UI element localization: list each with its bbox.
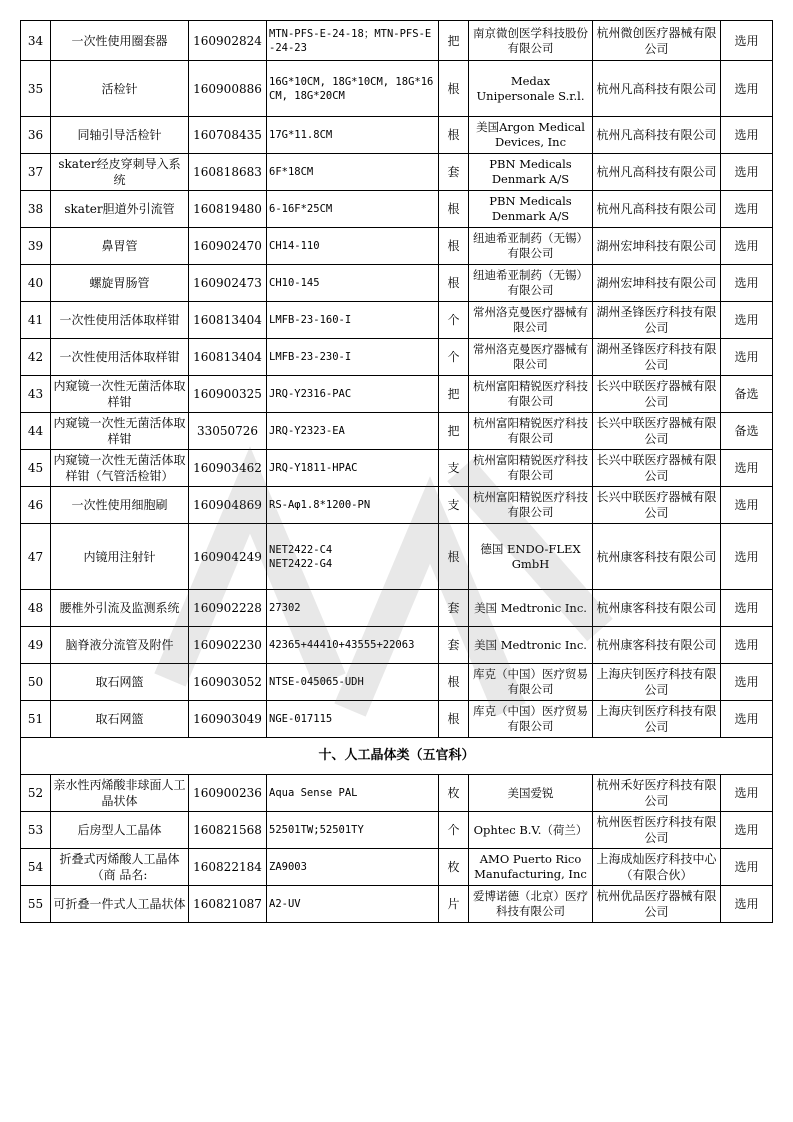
row-number: 35	[21, 61, 51, 117]
item-name: skater胆道外引流管	[51, 191, 189, 228]
row-number: 46	[21, 487, 51, 524]
item-name: 内窥镜一次性无菌活体取样钳（气管活检钳）	[51, 450, 189, 487]
table-row	[21, 265, 773, 302]
table-row	[21, 413, 773, 450]
item-distributor: 湖州圣锋医疗科技有限公司	[593, 302, 721, 339]
item-distributor: 长兴中联医疗器械有限公司	[593, 487, 721, 524]
item-spec: RS-Aφ1.8*1200-PN	[267, 487, 439, 524]
section-title: 十、人工晶体类（五官科）	[21, 738, 773, 775]
item-spec: MTN-PFS-E-24-18；MTN-PFS-E-24-23	[267, 21, 439, 61]
item-name: 后房型人工晶体	[51, 812, 189, 849]
item-manufacturer: AMO Puerto Rico Manufacturing, Inc	[469, 849, 593, 886]
item-distributor: 长兴中联医疗器械有限公司	[593, 376, 721, 413]
item-unit: 根	[439, 228, 469, 265]
item-distributor: 湖州圣锋医疗科技有限公司	[593, 339, 721, 376]
item-manufacturer: 爱博诺德（北京）医疗科技有限公司	[469, 886, 593, 923]
item-selection: 选用	[721, 302, 773, 339]
item-unit: 套	[439, 154, 469, 191]
item-name: 一次性使用圈套器	[51, 21, 189, 61]
item-code: 160900236	[189, 775, 267, 812]
item-spec: NET2422-C4 NET2422-G4	[267, 524, 439, 590]
item-unit: 个	[439, 302, 469, 339]
item-selection: 选用	[721, 61, 773, 117]
row-number: 51	[21, 701, 51, 738]
row-number: 48	[21, 590, 51, 627]
row-number: 55	[21, 886, 51, 923]
item-selection: 选用	[721, 191, 773, 228]
item-manufacturer: 美国 Medtronic Inc.	[469, 627, 593, 664]
item-distributor: 杭州禾好医疗科技有限公司	[593, 775, 721, 812]
item-name: 内镜用注射针	[51, 524, 189, 590]
item-manufacturer: 南京微创医学科技股份有限公司	[469, 21, 593, 61]
item-distributor: 杭州凡高科技有限公司	[593, 154, 721, 191]
item-name: 亲水性丙烯酸非球面人工晶状体	[51, 775, 189, 812]
item-spec: JRQ-Y1811-HPAC	[267, 450, 439, 487]
item-spec: 42365+44410+43555+22063	[267, 627, 439, 664]
table-row	[21, 590, 773, 627]
item-spec: 6-16F*25CM	[267, 191, 439, 228]
item-code: 160819480	[189, 191, 267, 228]
item-spec: NTSE-045065-UDH	[267, 664, 439, 701]
table-row	[21, 524, 773, 590]
item-manufacturer: 常州洛克曼医疗器械有限公司	[469, 302, 593, 339]
row-number: 47	[21, 524, 51, 590]
item-name: 活检针	[51, 61, 189, 117]
item-selection: 选用	[721, 524, 773, 590]
item-selection: 选用	[721, 117, 773, 154]
item-name: skater经皮穿刺导入系统	[51, 154, 189, 191]
item-selection: 选用	[721, 450, 773, 487]
item-unit: 根	[439, 61, 469, 117]
table-row	[21, 376, 773, 413]
item-distributor: 杭州凡高科技有限公司	[593, 117, 721, 154]
item-distributor: 杭州康客科技有限公司	[593, 590, 721, 627]
item-selection: 选用	[721, 664, 773, 701]
item-name: 可折叠一件式人工晶状体	[51, 886, 189, 923]
item-distributor: 杭州康客科技有限公司	[593, 627, 721, 664]
item-manufacturer: PBN Medicals Denmark A/S	[469, 191, 593, 228]
item-distributor: 长兴中联医疗器械有限公司	[593, 413, 721, 450]
item-code: 160902470	[189, 228, 267, 265]
item-distributor: 上海成灿医疗科技中心（有限合伙）	[593, 849, 721, 886]
item-manufacturer: 美国爱锐	[469, 775, 593, 812]
item-distributor: 湖州宏坤科技有限公司	[593, 228, 721, 265]
item-manufacturer: 美国Argon Medical Devices, Inc	[469, 117, 593, 154]
table-row	[21, 117, 773, 154]
item-manufacturer: 常州洛克曼医疗器械有限公司	[469, 339, 593, 376]
item-spec: LMFB-23-230-I	[267, 339, 439, 376]
item-unit: 套	[439, 627, 469, 664]
item-selection: 选用	[721, 627, 773, 664]
table-row	[21, 812, 773, 849]
table-row	[21, 450, 773, 487]
item-name: 腰椎外引流及监测系统	[51, 590, 189, 627]
item-code: 160903049	[189, 701, 267, 738]
item-code: 160900325	[189, 376, 267, 413]
item-distributor: 上海庆钊医疗科技有限公司	[593, 664, 721, 701]
item-manufacturer: 杭州富阳精锐医疗科技有限公司	[469, 487, 593, 524]
item-code: 160902473	[189, 265, 267, 302]
table-row	[21, 775, 773, 812]
item-name: 脑脊液分流管及附件	[51, 627, 189, 664]
item-spec: JRQ-Y2316-PAC	[267, 376, 439, 413]
row-number: 34	[21, 21, 51, 61]
item-code: 160904869	[189, 487, 267, 524]
item-manufacturer: 库克（中国）医疗贸易有限公司	[469, 664, 593, 701]
table-row	[21, 302, 773, 339]
item-unit: 枚	[439, 775, 469, 812]
item-code: 33050726	[189, 413, 267, 450]
item-distributor: 长兴中联医疗器械有限公司	[593, 450, 721, 487]
row-number: 45	[21, 450, 51, 487]
item-code: 160708435	[189, 117, 267, 154]
item-selection: 选用	[721, 812, 773, 849]
row-number: 40	[21, 265, 51, 302]
item-selection: 选用	[721, 487, 773, 524]
item-spec: ZA9003	[267, 849, 439, 886]
table-row	[21, 487, 773, 524]
table-row	[21, 228, 773, 265]
item-unit: 枚	[439, 849, 469, 886]
item-spec: Aqua Sense PAL	[267, 775, 439, 812]
item-name: 螺旋胃肠管	[51, 265, 189, 302]
row-number: 53	[21, 812, 51, 849]
item-distributor: 湖州宏坤科技有限公司	[593, 265, 721, 302]
item-unit: 支	[439, 450, 469, 487]
item-code: 160902228	[189, 590, 267, 627]
item-unit: 把	[439, 21, 469, 61]
item-unit: 套	[439, 590, 469, 627]
item-distributor: 上海庆钊医疗科技有限公司	[593, 701, 721, 738]
row-number: 38	[21, 191, 51, 228]
table-row	[21, 61, 773, 117]
row-number: 37	[21, 154, 51, 191]
item-selection: 选用	[721, 775, 773, 812]
item-manufacturer: 纽迪希亚制药（无锡）有限公司	[469, 265, 593, 302]
table-row	[21, 339, 773, 376]
item-unit: 根	[439, 664, 469, 701]
row-number: 42	[21, 339, 51, 376]
consumables-table	[20, 20, 773, 923]
item-unit: 把	[439, 376, 469, 413]
row-number: 44	[21, 413, 51, 450]
item-name: 鼻胃管	[51, 228, 189, 265]
row-number: 36	[21, 117, 51, 154]
item-unit: 根	[439, 117, 469, 154]
item-unit: 个	[439, 339, 469, 376]
item-code: 160821568	[189, 812, 267, 849]
item-code: 160904249	[189, 524, 267, 590]
item-spec: 6F*18CM	[267, 154, 439, 191]
item-manufacturer: 杭州富阳精锐医疗科技有限公司	[469, 376, 593, 413]
row-number: 54	[21, 849, 51, 886]
item-name: 取石网篮	[51, 664, 189, 701]
item-selection: 选用	[721, 849, 773, 886]
item-distributor: 杭州凡高科技有限公司	[593, 61, 721, 117]
item-name: 内窥镜一次性无菌活体取样钳	[51, 376, 189, 413]
item-name: 一次性使用活体取样钳	[51, 302, 189, 339]
item-spec: 16G*10CM, 18G*10CM, 18G*16CM, 18G*20CM	[267, 61, 439, 117]
item-spec: 17G*11.8CM	[267, 117, 439, 154]
table-body-bottom	[21, 775, 773, 923]
item-spec: NGE-017115	[267, 701, 439, 738]
item-manufacturer: Medax Unipersonale S.r.l.	[469, 61, 593, 117]
table-row	[21, 664, 773, 701]
item-code: 160818683	[189, 154, 267, 191]
item-code: 160813404	[189, 339, 267, 376]
item-unit: 片	[439, 886, 469, 923]
item-selection: 选用	[721, 590, 773, 627]
table-row	[21, 849, 773, 886]
item-code: 160900886	[189, 61, 267, 117]
item-name: 一次性使用活体取样钳	[51, 339, 189, 376]
item-selection: 备选	[721, 376, 773, 413]
item-code: 160821087	[189, 886, 267, 923]
item-selection: 选用	[721, 154, 773, 191]
item-manufacturer: 德国 ENDO-FLEX GmbH	[469, 524, 593, 590]
table-body-top	[21, 21, 773, 738]
item-spec: 52501TW;52501TY	[267, 812, 439, 849]
item-code: 160813404	[189, 302, 267, 339]
row-number: 52	[21, 775, 51, 812]
item-manufacturer: 杭州富阳精锐医疗科技有限公司	[469, 450, 593, 487]
item-code: 160822184	[189, 849, 267, 886]
section-header	[21, 738, 773, 775]
item-distributor: 杭州优品医疗器械有限公司	[593, 886, 721, 923]
item-selection: 选用	[721, 265, 773, 302]
item-selection: 选用	[721, 701, 773, 738]
item-name: 一次性使用细胞刷	[51, 487, 189, 524]
item-name: 内窥镜一次性无菌活体取样钳	[51, 413, 189, 450]
table-row	[21, 154, 773, 191]
item-selection: 选用	[721, 886, 773, 923]
item-unit: 根	[439, 701, 469, 738]
item-distributor: 杭州微创医疗器械有限公司	[593, 21, 721, 61]
table-row	[21, 627, 773, 664]
item-name: 取石网篮	[51, 701, 189, 738]
item-selection: 备选	[721, 413, 773, 450]
row-number: 50	[21, 664, 51, 701]
table-row	[21, 886, 773, 923]
item-unit: 个	[439, 812, 469, 849]
item-unit: 根	[439, 524, 469, 590]
item-spec: CH14-110	[267, 228, 439, 265]
table-row	[21, 191, 773, 228]
item-unit: 根	[439, 265, 469, 302]
item-name: 同轴引导活检针	[51, 117, 189, 154]
item-distributor: 杭州康客科技有限公司	[593, 524, 721, 590]
row-number: 49	[21, 627, 51, 664]
item-code: 160902230	[189, 627, 267, 664]
item-unit: 根	[439, 191, 469, 228]
table-row	[21, 701, 773, 738]
item-spec: LMFB-23-160-I	[267, 302, 439, 339]
item-unit: 支	[439, 487, 469, 524]
item-manufacturer: 美国 Medtronic Inc.	[469, 590, 593, 627]
item-spec: JRQ-Y2323-EA	[267, 413, 439, 450]
row-number: 43	[21, 376, 51, 413]
item-code: 160902824	[189, 21, 267, 61]
item-manufacturer: PBN Medicals Denmark A/S	[469, 154, 593, 191]
row-number: 41	[21, 302, 51, 339]
item-manufacturer: 纽迪希亚制药（无锡）有限公司	[469, 228, 593, 265]
item-code: 160903462	[189, 450, 267, 487]
row-number: 39	[21, 228, 51, 265]
item-distributor: 杭州医哲医疗科技有限公司	[593, 812, 721, 849]
item-spec: 27302	[267, 590, 439, 627]
item-unit: 把	[439, 413, 469, 450]
table-row	[21, 21, 773, 61]
document-page	[20, 20, 772, 923]
item-selection: 选用	[721, 339, 773, 376]
item-name: 折叠式丙烯酸人工晶体（商 品名:	[51, 849, 189, 886]
item-manufacturer: 库克（中国）医疗贸易有限公司	[469, 701, 593, 738]
item-selection: 选用	[721, 228, 773, 265]
item-code: 160903052	[189, 664, 267, 701]
item-distributor: 杭州凡高科技有限公司	[593, 191, 721, 228]
item-manufacturer: Ophtec B.V.（荷兰）	[469, 812, 593, 849]
item-spec: A2-UV	[267, 886, 439, 923]
item-spec: CH10-145	[267, 265, 439, 302]
item-selection: 选用	[721, 21, 773, 61]
item-manufacturer: 杭州富阳精锐医疗科技有限公司	[469, 413, 593, 450]
